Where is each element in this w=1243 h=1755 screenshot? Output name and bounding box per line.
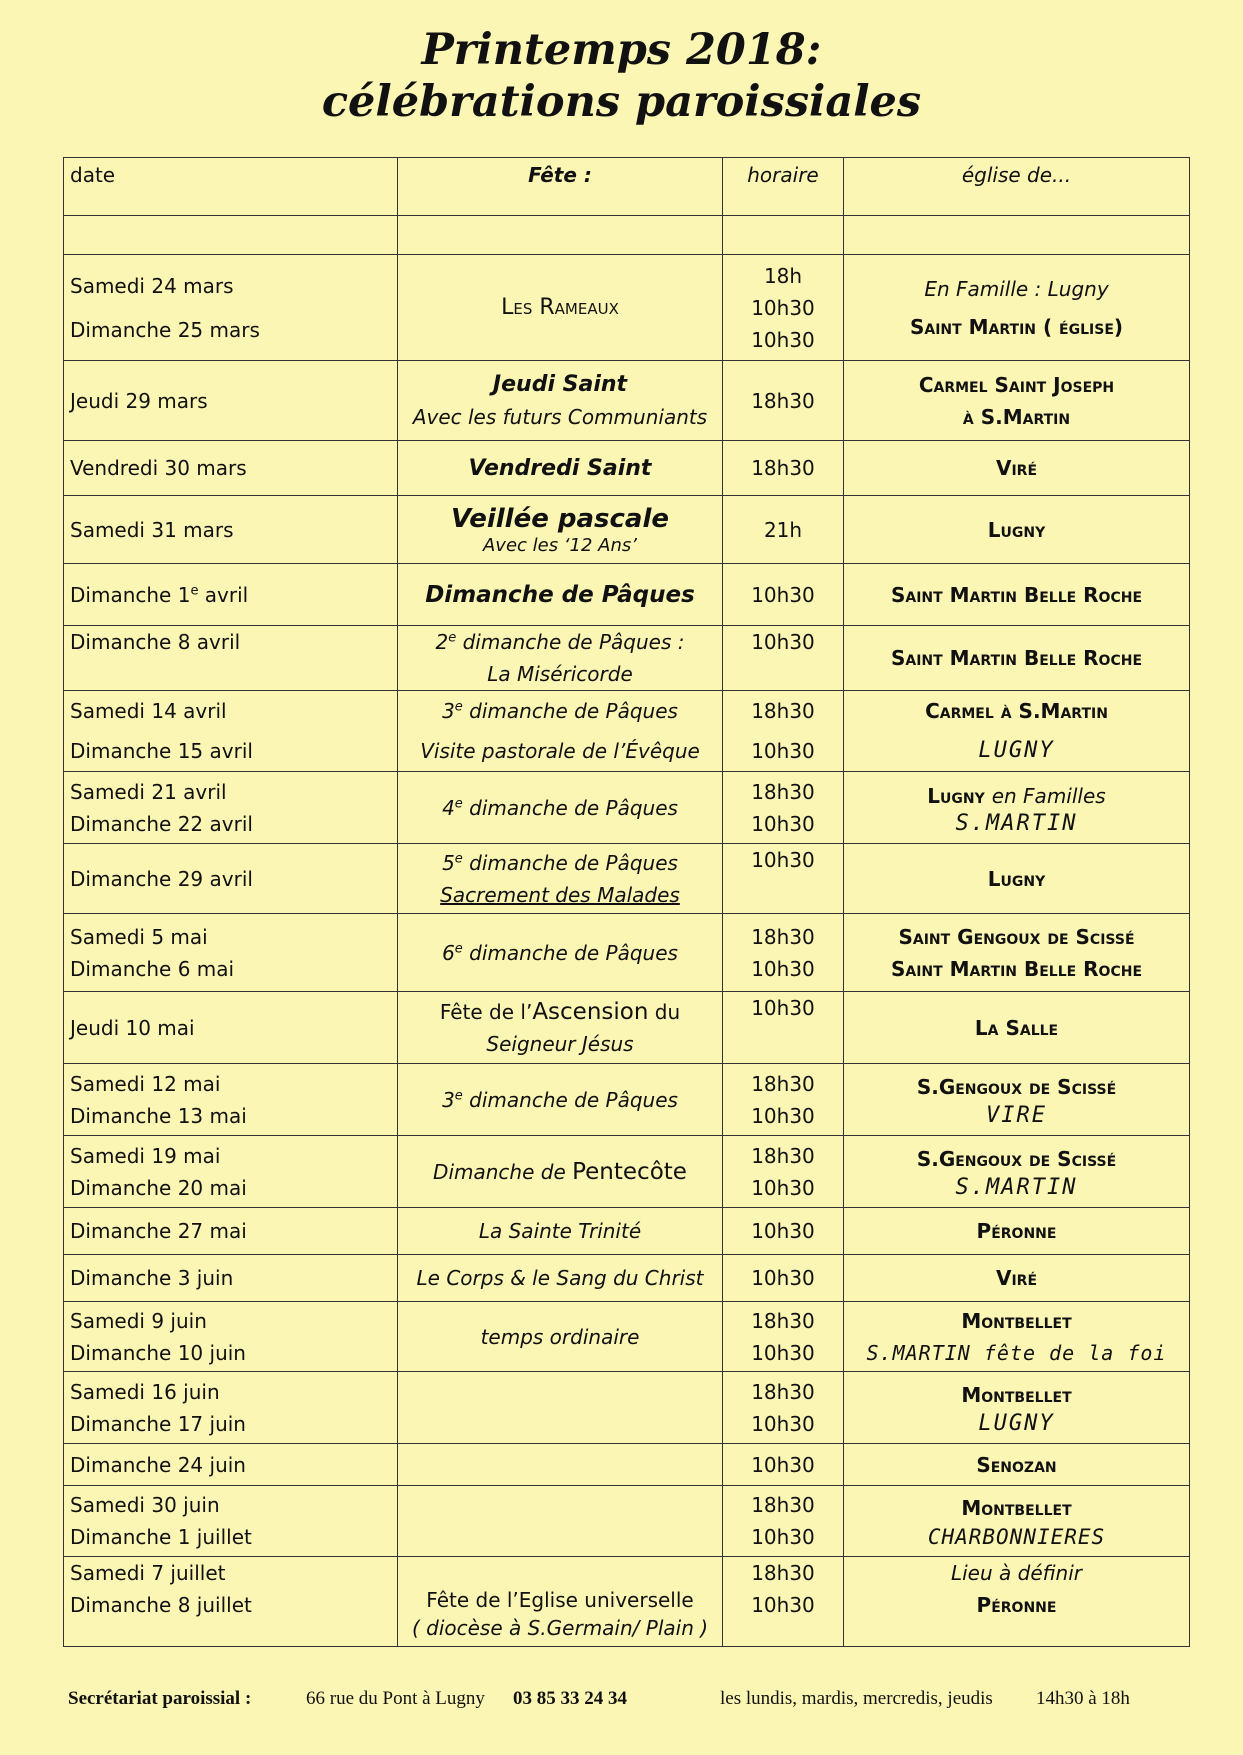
table-row	[64, 564, 1190, 626]
fete-text: dimanche de Pâques	[462, 1087, 678, 1112]
fete-text: Fête de l’	[439, 999, 533, 1024]
eglise-text: en Familles	[991, 783, 1106, 808]
header-fete: Fête :	[398, 158, 723, 216]
fete-text: 5	[442, 850, 455, 875]
table-row	[64, 992, 1190, 1064]
horaire-text: 10h30	[751, 1593, 815, 1617]
table-row	[64, 691, 1190, 772]
fete-sup: e	[454, 699, 463, 715]
horaire-text: 18h30	[751, 456, 815, 480]
handwritten-note: fête de la foi	[983, 1340, 1167, 1365]
eglise-text: Lieu à définir	[950, 1561, 1083, 1585]
eglise-text: Péronne	[976, 1219, 1057, 1243]
date-text: Dimanche 8 avril	[70, 630, 241, 654]
date-text: Vendredi 30 mars	[70, 456, 247, 480]
date-text: Dimanche 13 mai	[70, 1103, 247, 1128]
fete-text: Avec les futurs Communiants	[412, 404, 708, 429]
header-date: date	[64, 158, 398, 216]
fete-text: Visite pastorale de l’Évêque	[420, 739, 700, 763]
table-row	[64, 844, 1190, 914]
horaire-text: 18h30	[751, 388, 815, 413]
date-text: avril	[198, 582, 249, 607]
date-text: Jeudi 29 mars	[70, 388, 208, 413]
date-text: Dimanche 25 mars	[70, 317, 260, 342]
horaire-text: 10h30	[751, 996, 815, 1020]
horaire-text: 10h30	[751, 956, 815, 981]
eglise-text: Saint Martin ( église)	[909, 314, 1124, 339]
horaire-text: 18h30	[751, 1379, 815, 1404]
eglise-text: Saint Martin Belle Roche	[890, 956, 1143, 981]
horaire-text: 10h30	[751, 1103, 815, 1128]
horaire-text: 18h30	[751, 1143, 815, 1168]
date-text: Dimanche 8 juillet	[70, 1593, 252, 1617]
table-row	[64, 1372, 1190, 1444]
fete-text: Fête de l’Eglise universelle	[426, 1588, 694, 1612]
fete-text: dimanche de Pâques	[462, 699, 678, 723]
handwritten-eglise: S.MARTIN	[866, 1340, 971, 1365]
table-header-row	[64, 158, 1190, 216]
horaire-text: 18h30	[751, 779, 815, 804]
eglise-text: Viré	[995, 1266, 1038, 1290]
title-line-2: célébrations paroissiales	[321, 77, 922, 127]
eglise-text: Lugny	[987, 517, 1046, 542]
fete-text: La Miséricorde	[487, 662, 633, 686]
fete-text: Vendredi Saint	[468, 455, 652, 481]
horaire-text: 10h30	[751, 327, 815, 352]
table-row	[64, 1444, 1190, 1486]
fete-text: dimanche de Pâques	[462, 795, 678, 820]
horaire-text: 10h30	[751, 1411, 815, 1436]
table-row	[64, 1136, 1190, 1208]
date-text: Dimanche 1 juillet	[70, 1525, 252, 1549]
fete-sup: e	[454, 850, 463, 866]
table-row	[64, 441, 1190, 496]
horaire-text: 10h30	[751, 1175, 815, 1200]
date-text: Samedi 5 mai	[70, 924, 208, 949]
table-row	[64, 1064, 1190, 1136]
fete-sup: e	[454, 1087, 463, 1103]
date-text: Samedi 19 mai	[70, 1143, 221, 1168]
footer-hours: 14h30 à 18h	[1036, 1688, 1130, 1709]
fete-text: Le Corps & le Sang du Christ	[416, 1266, 704, 1290]
date-text: Dimanche 20 mai	[70, 1175, 247, 1200]
eglise-text: Saint Martin Belle Roche	[890, 646, 1143, 670]
eglise-text: à S.Martin	[962, 404, 1071, 429]
horaire-text: 10h30	[751, 582, 815, 607]
eglise-text: Montbellet	[961, 1496, 1072, 1520]
date-text: Samedi 16 juin	[70, 1379, 220, 1404]
horaire-text: 10h30	[751, 1340, 815, 1365]
horaire-text: 10h30	[751, 1452, 815, 1477]
footer-label: Secrétariat paroissial :	[68, 1688, 252, 1709]
date-text: Samedi 14 avril	[70, 699, 227, 723]
table-row	[64, 772, 1190, 844]
eglise-text: Lugny	[987, 866, 1046, 891]
eglise-text: Montbellet	[961, 1308, 1072, 1333]
table-row	[64, 1486, 1190, 1557]
handwritten-eglise: S.MARTIN	[955, 1174, 1078, 1200]
date-text: Dimanche 24 juin	[70, 1452, 246, 1477]
table-row	[64, 1255, 1190, 1302]
date-text: Dimanche 6 mai	[70, 956, 235, 981]
fete-text: 3	[442, 1087, 455, 1112]
fete-text: dimanche de Pâques :	[456, 630, 685, 654]
horaire-text: 18h30	[751, 699, 815, 723]
eglise-text: Carmel à S.Martin	[925, 699, 1108, 723]
fete-text: Veillée pascale	[450, 503, 670, 534]
date-text: Dimanche 22 avril	[70, 811, 253, 836]
footer-days: les lundis, mardis, mercredis, jeudis	[720, 1688, 993, 1709]
date-text: Samedi 30 juin	[70, 1493, 220, 1517]
horaire-text: 18h30	[751, 1561, 815, 1585]
header-horaire: horaire	[723, 158, 844, 216]
date-text: Dimanche 3 juin	[70, 1266, 234, 1290]
fete-text: Les Rameaux	[501, 294, 619, 320]
fete-sup: e	[454, 795, 463, 811]
table-row	[64, 255, 1190, 361]
table-row	[64, 1557, 1190, 1647]
date-text: Dimanche 1	[70, 582, 191, 607]
date-text: Samedi 9 juin	[70, 1308, 207, 1333]
table-row	[64, 496, 1190, 564]
horaire-text: 18h30	[751, 1493, 815, 1517]
footer-phone: 03 85 33 24 34	[513, 1688, 627, 1709]
footer-address: 66 rue du Pont à Lugny	[306, 1688, 485, 1709]
handwritten-eglise: CHARBONNIERES	[927, 1525, 1106, 1549]
fete-text: Sacrement des Malades	[440, 882, 680, 907]
fete-sup: e	[448, 630, 457, 646]
date-text: Jeudi 10 mai	[70, 1015, 195, 1040]
spacer-row	[64, 216, 1190, 255]
eglise-text: Montbellet	[961, 1382, 1072, 1407]
eglise-text: Saint Martin Belle Roche	[890, 582, 1143, 607]
eglise-text: En Famille : Lugny	[924, 276, 1109, 301]
eglise-text: Carmel Saint Joseph	[918, 372, 1115, 397]
fete-text: ( diocèse à S.Germain/ Plain )	[411, 1616, 709, 1640]
date-text: Dimanche 17 juin	[70, 1411, 246, 1436]
handwritten-eglise: VIRE	[986, 1102, 1047, 1128]
handwritten-eglise: LUGNY	[978, 1410, 1055, 1436]
fete-text: 4	[442, 795, 455, 820]
date-text: Samedi 24 mars	[70, 273, 234, 298]
date-text: Dimanche 27 mai	[70, 1219, 247, 1243]
date-text: Samedi 12 mai	[70, 1071, 221, 1096]
date-text: Samedi 21 avril	[70, 779, 227, 804]
date-sup: e	[190, 582, 199, 598]
date-text: Dimanche 10 juin	[70, 1340, 246, 1365]
horaire-text: 18h30	[751, 924, 815, 949]
fete-text: Ascension	[532, 998, 649, 1025]
date-text: Dimanche 15 avril	[70, 739, 253, 763]
date-text: Samedi 7 juillet	[70, 1561, 226, 1585]
eglise-text: Lugny	[927, 783, 985, 808]
date-text: Dimanche 29 avril	[70, 866, 253, 891]
horaire-text: 10h30	[751, 1266, 815, 1290]
header-eglise: église de...	[844, 158, 1190, 216]
fete-text: dimanche de Pâques	[462, 850, 678, 875]
celebrations-table	[63, 157, 1190, 1647]
horaire-text: 10h30	[751, 1525, 815, 1549]
fete-text: dimanche de Pâques	[462, 940, 678, 965]
fete-sup: e	[454, 940, 463, 956]
table-row	[64, 914, 1190, 992]
date-text: Samedi 31 mars	[70, 517, 234, 542]
eglise-text: Péronne	[976, 1593, 1057, 1617]
eglise-text: Viré	[995, 456, 1038, 480]
fete-text: 3	[442, 699, 455, 723]
eglise-text: S.Gengoux de Scissé	[916, 1074, 1117, 1099]
eglise-text: La Salle	[974, 1015, 1059, 1040]
horaire-text: 18h30	[751, 1071, 815, 1096]
fete-text: Dimanche de Pâques	[425, 581, 695, 608]
table-row	[64, 626, 1190, 691]
fete-text: 2	[435, 630, 449, 654]
fete-text: La Sainte Trinité	[478, 1219, 642, 1243]
horaire-text: 18h	[763, 263, 803, 288]
handwritten-eglise: S.MARTIN	[955, 810, 1078, 836]
title-line-1: Printemps 2018:	[421, 25, 822, 75]
horaire-text: 10h30	[751, 811, 815, 836]
horaire-text: 18h30	[751, 1308, 815, 1333]
fete-text: Pentecôte	[572, 1158, 687, 1185]
eglise-text: Senozan	[976, 1452, 1057, 1477]
table-row	[64, 361, 1190, 441]
table-row	[64, 1208, 1190, 1255]
table-row	[64, 1302, 1190, 1372]
fete-text: Seigneur Jésus	[486, 1031, 634, 1056]
fete-text: Jeudi Saint	[492, 371, 628, 397]
fete-text: 6	[442, 940, 455, 965]
fete-text: Dimanche de	[433, 1159, 573, 1184]
horaire-text: 10h30	[751, 1219, 815, 1243]
fete-text: du	[648, 999, 681, 1024]
horaire-text: 10h30	[751, 630, 815, 654]
fete-text: temps ordinaire	[480, 1324, 640, 1349]
horaire-text: 10h30	[751, 739, 815, 763]
handwritten-eglise: LUGNY	[978, 738, 1055, 763]
horaire-text: 21h	[763, 517, 803, 542]
fete-text: Avec les ‘12 Ans’	[482, 534, 637, 556]
horaire-text: 10h30	[751, 848, 815, 872]
horaire-text: 10h30	[751, 295, 815, 320]
eglise-text: S.Gengoux de Scissé	[916, 1146, 1117, 1171]
eglise-text: Saint Gengoux de Scissé	[898, 924, 1135, 949]
